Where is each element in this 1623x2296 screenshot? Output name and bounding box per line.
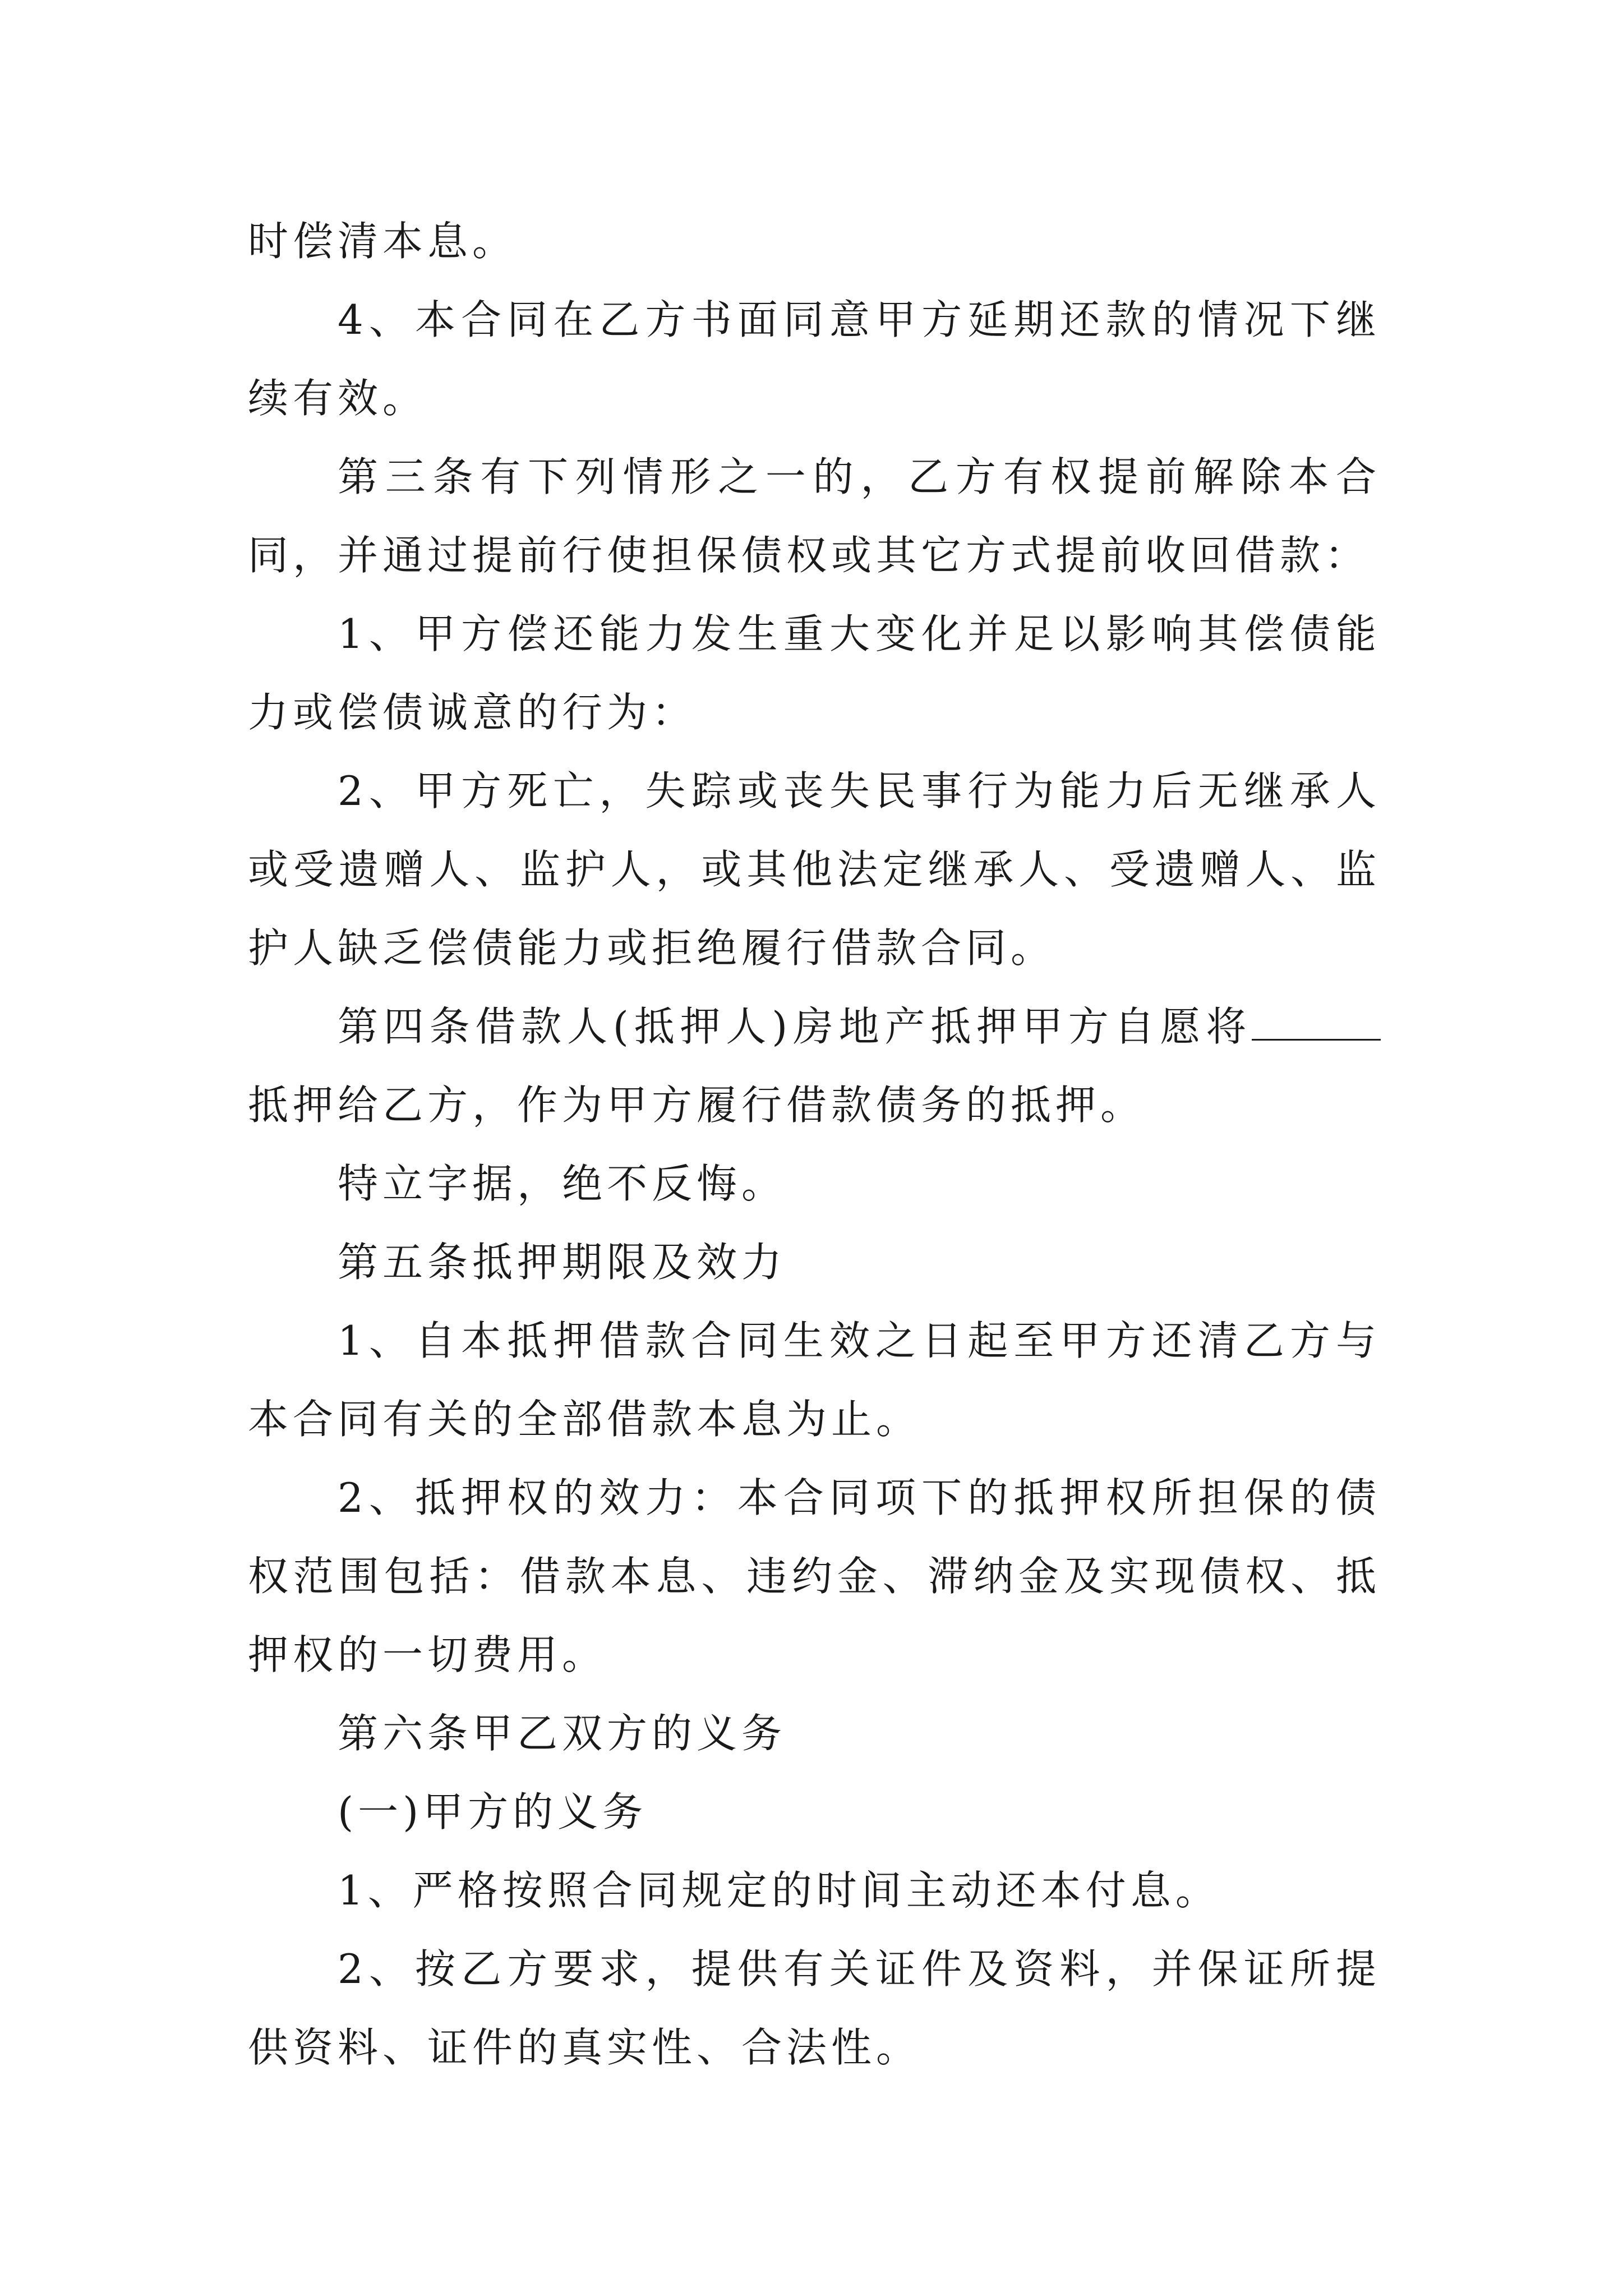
paragraph-text-after-blank: 抵押给乙方，作为甲方履行借款债务的抵押。 xyxy=(248,1082,1146,1129)
paragraph: 2、按乙方要求，提供有关证件及资料，并保证所提供资料、证件的真实性、合法性。 xyxy=(248,1945,1381,2071)
paragraph: 4、本合同在乙方书面同意甲方延期还款的情况下继续有效。 xyxy=(248,296,1381,422)
fill-in-blank xyxy=(1252,999,1381,1041)
paragraph: 2、抵押权的效力：本合同项下的抵押权所担保的债权范围包括：借款本息、违约金、滞纳金及实现债权、抵押权的一切费用。 xyxy=(248,1474,1381,1678)
paragraph: 1、严格按照合同规定的时间主动还本付息。 xyxy=(338,1867,1220,1914)
section-heading: 第六条甲乙双方的义务 xyxy=(338,1710,787,1757)
document-body xyxy=(248,202,1381,2087)
paragraph: 第三条有下列情形之一的，乙方有权提前解除本合同，并通过提前行使担保债权或其它方式提前收回借款： xyxy=(248,453,1381,579)
paragraph: 1、自本抵押借款合同生效之日起至甲方还清乙方与本合同有关的全部借款本息为止。 xyxy=(248,1317,1381,1443)
section-heading: 第五条抵押期限及效力 xyxy=(338,1239,787,1286)
paragraph-text-before-blank: 第四条借款人(抵押人)房地产抵押甲方自愿将 xyxy=(338,1003,1252,1050)
paragraph: 时偿清本息。 xyxy=(248,218,518,265)
paragraph-with-blank xyxy=(248,987,1381,1144)
paragraph: 特立字据，绝不反悔。 xyxy=(338,1160,787,1207)
paragraph: 1、甲方偿还能力发生重大变化并足以影响其偿债能力或偿债诚意的行为： xyxy=(248,610,1381,736)
paragraph: 2、甲方死亡，失踪或丧失民事行为能力后无继承人或受遗赠人、监护人，或其他法定继承人、受遗赠人、监护人缺乏偿债能力或拒绝履行借款合同。 xyxy=(248,767,1381,972)
subsection-heading: (一)甲方的义务 xyxy=(338,1788,648,1835)
